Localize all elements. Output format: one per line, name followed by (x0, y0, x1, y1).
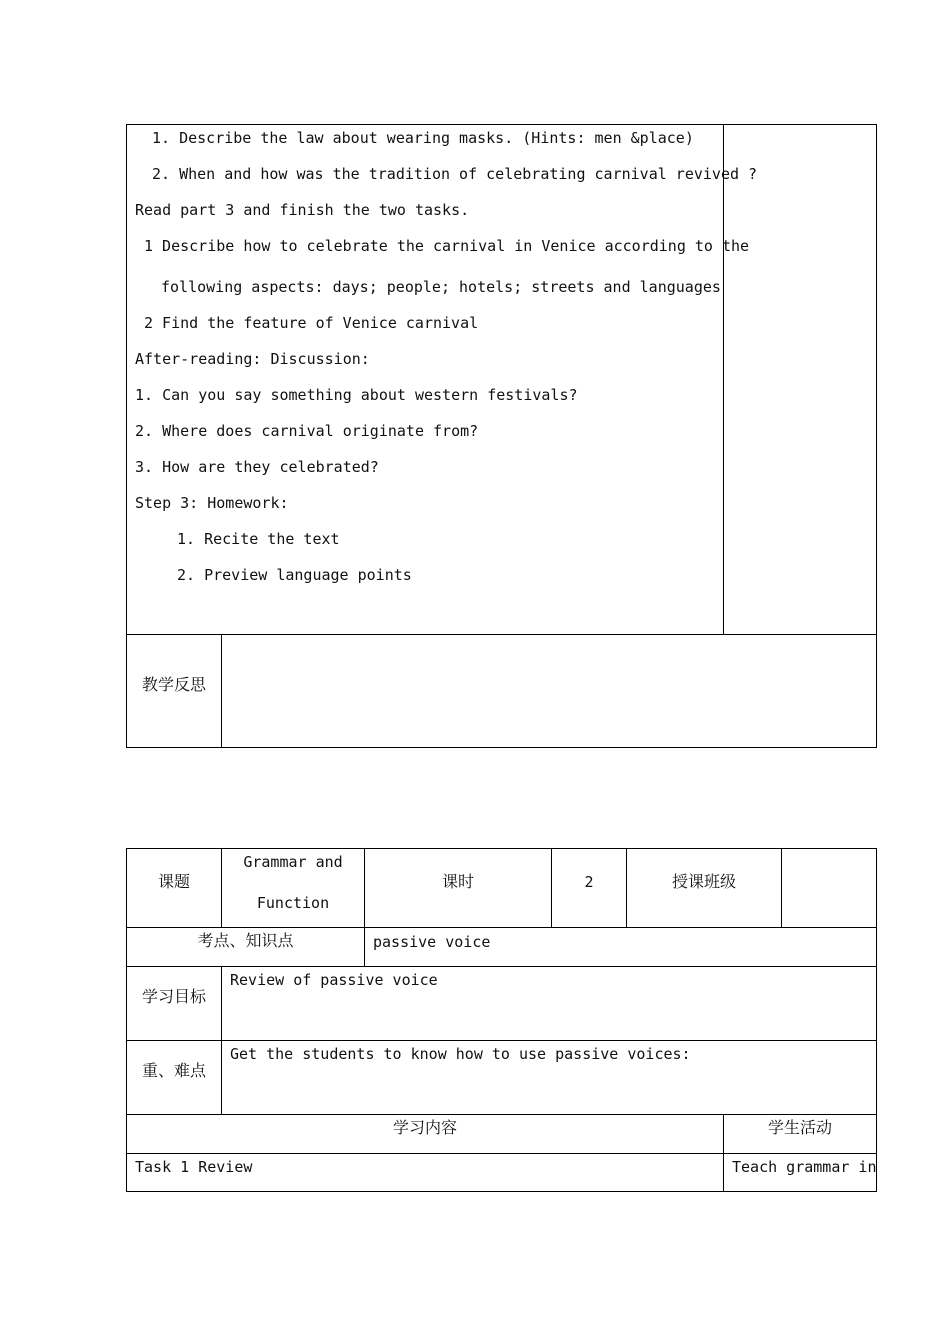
task-2-text: 2 Find the feature of Venice carnival (144, 314, 479, 332)
class-label: 授课班级 (671, 872, 736, 891)
discussion-3-text: 3. How are they celebrated? (135, 458, 379, 476)
key-points-label: 重、难点 (141, 1061, 206, 1080)
goals-label: 学习目标 (141, 987, 206, 1006)
homework-1-text: 1. Recite the text (177, 530, 340, 548)
activity-header: 学生活动 (767, 1118, 832, 1137)
topic-label: 课题 (157, 872, 190, 891)
period-value: 2 (584, 873, 594, 891)
reflection-label: 教学反思 (141, 675, 206, 694)
after-reading-heading: After-reading: Discussion: (135, 350, 370, 368)
period-label: 课时 (441, 872, 474, 891)
activity-text: Teach grammar in (732, 1158, 877, 1176)
homework-heading: Step 3: Homework: (135, 494, 289, 512)
discussion-1-text: 1. Can you say something about western festivals? (135, 386, 578, 404)
question-1-text: 1. Describe the law about wearing masks. (Hints: men &place) (152, 129, 694, 147)
homework-2-text: 2. Preview language points (177, 566, 412, 584)
points-label: 考点、知识点 (197, 931, 294, 950)
task-review-text: Task 1 Review (135, 1158, 253, 1176)
task-1-text: 1 Describe how to celebrate the carnival in Venice according to the (144, 237, 750, 255)
topic-value-line1: Grammar and (243, 853, 343, 871)
task-1-continued-text: following aspects: days; people; hotels; streets and languages (161, 278, 721, 296)
topic-value-line2: Function (256, 894, 330, 912)
goals-value: Review of passive voice (230, 971, 438, 989)
points-value: passive voice (373, 933, 491, 951)
content-header: 学习内容 (392, 1118, 457, 1137)
question-2-text: 2. When and how was the tradition of celebrating carnival revived ? (152, 165, 758, 183)
read-part3-text: Read part 3 and finish the two tasks. (135, 201, 470, 219)
discussion-2-text: 2. Where does carnival originate from? (135, 422, 479, 440)
key-points-value: Get the students to know how to use passive voices: (230, 1045, 691, 1063)
